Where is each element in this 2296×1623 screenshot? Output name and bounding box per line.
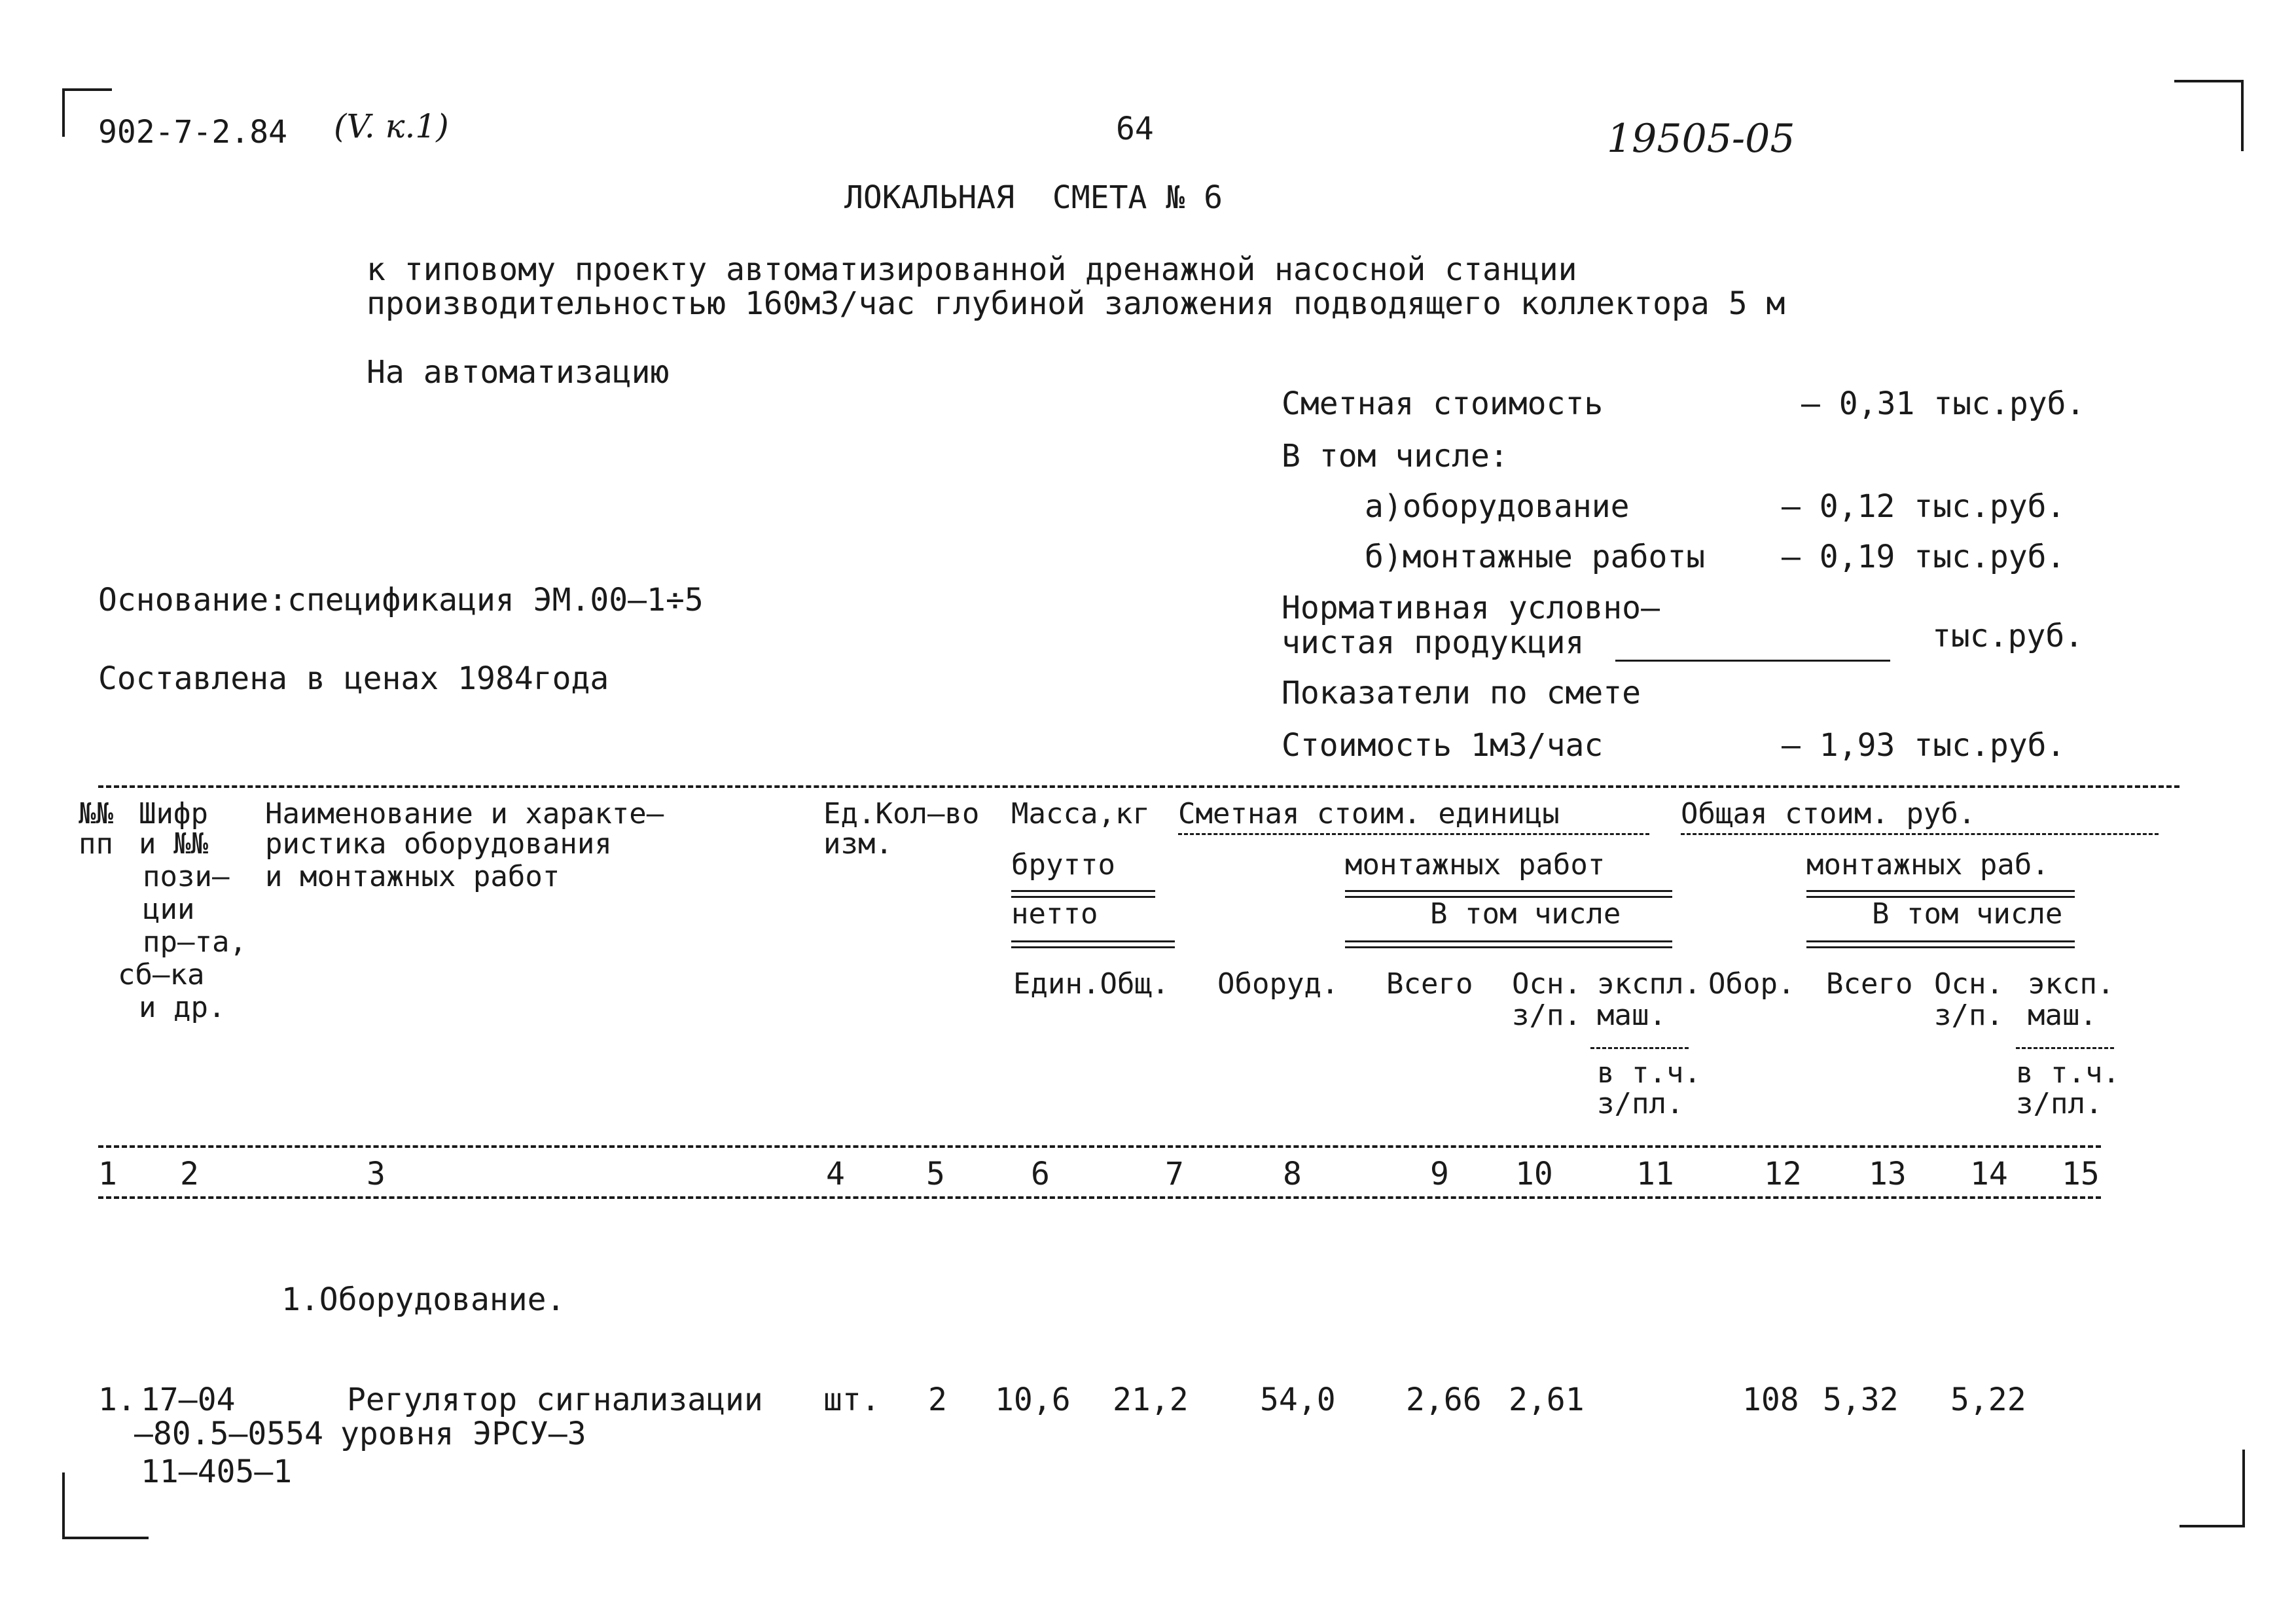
column-number: 9 [1430, 1156, 1449, 1192]
header-including: В том числе [1430, 897, 1621, 931]
volume-note: (V. к.1) [334, 107, 449, 145]
document-title: ЛОКАЛЬНАЯ СМЕТА № 6 [844, 179, 1223, 216]
column-number: 7 [1165, 1156, 1184, 1192]
header-total-cost: Общая стоим. руб. [1681, 797, 1976, 830]
row-unit: шт. [823, 1382, 880, 1418]
subtitle-line-1: к типовому проекту автоматизированной дренажной насосной станции [367, 251, 1577, 288]
unit-cost-label: Стоимость 1м3/час [1282, 727, 1604, 764]
header-col-2-line-2: и №№ [139, 827, 208, 861]
column-numbers-rule [98, 1196, 2101, 1199]
header-col-2-line-4: ции [143, 893, 195, 926]
header-estimated-unit-cost: Сметная стоим. единицы [1178, 797, 1560, 830]
row-name-line-1: Регулятор сигнализации [347, 1382, 763, 1418]
normative-value: тыс.руб. [1932, 618, 2084, 654]
column-number: 10 [1515, 1156, 1553, 1192]
column-number: 5 [926, 1156, 945, 1192]
header-main-pay-short-2: з/п. [1934, 999, 2003, 1032]
header-col-2-line-6: сб–ка [118, 958, 205, 991]
header-col-3-line-3: и монтажных работ [265, 860, 560, 893]
header-machine-short-2: маш. [2028, 999, 2097, 1032]
header-incl-wages: в т.ч. [1597, 1056, 1701, 1090]
machine-underline [1590, 1047, 1689, 1049]
row-total-total: 5,32 [1823, 1382, 1899, 1418]
table-top-rule [98, 785, 2179, 788]
column-number: 3 [367, 1156, 386, 1192]
section-title: 1.Оборудование. [281, 1281, 565, 1318]
header-installation-works-short: монтажных раб. [1806, 848, 2049, 882]
estimated-cost-value: – 0,31 тыс.руб. [1801, 385, 2085, 422]
header-total-short: Всего [1826, 967, 1913, 1001]
prices-year-text: Составлена в ценах 1984года [98, 660, 609, 697]
installation-value: – 0,19 тыс.руб. [1782, 539, 2066, 575]
row-main-pay-total: 5,22 [1950, 1382, 2026, 1418]
header-installation-works: монтажных работ [1345, 848, 1605, 882]
row-name-line-2: уровня ЭРСУ–3 [340, 1416, 586, 1452]
header-total: Всего [1386, 967, 1473, 1001]
header-machine-2: маш. [1597, 999, 1666, 1032]
row-total-unit: 2,66 [1406, 1382, 1482, 1418]
header-netto: нетто [1011, 897, 1098, 931]
corner-mark-bottom-right [2179, 1450, 2245, 1527]
header-total-underline [1681, 833, 2159, 835]
column-number: 12 [1764, 1156, 1802, 1192]
column-number: 15 [2062, 1156, 2100, 1192]
netto-underline [1011, 940, 1175, 948]
column-number: 11 [1636, 1156, 1674, 1192]
archive-number: 19505-05 [1607, 116, 1795, 162]
header-incl-wages-short: в т.ч. [2016, 1056, 2120, 1090]
column-number: 6 [1031, 1156, 1050, 1192]
header-col-2-line-7: и др. [139, 991, 226, 1024]
page-number: 64 [1116, 111, 1154, 147]
indicators-label: Показатели по смете [1282, 675, 1641, 711]
corner-mark-bottom-left [62, 1472, 149, 1539]
header-col-2-line-5: пр–та, [143, 925, 247, 959]
header-bottom-rule [98, 1145, 2101, 1148]
header-main-pay-short: Осн. [1934, 967, 2003, 1001]
row-number: 1. [98, 1382, 136, 1418]
header-main-pay: Осн. [1512, 967, 1581, 1001]
including-label: В том числе: [1282, 438, 1509, 474]
header-mass: Масса,кг [1011, 797, 1150, 830]
column-number: 13 [1869, 1156, 1907, 1192]
machine-short-underline [2016, 1047, 2114, 1049]
document-code: 902-7-2.84 [98, 114, 287, 151]
equipment-label: а)оборудование [1365, 488, 1630, 525]
column-number: 2 [180, 1156, 199, 1192]
header-estimated-underline [1178, 833, 1649, 835]
row-code-line-3: 11–405–1 [141, 1454, 293, 1490]
column-number: 14 [1970, 1156, 2008, 1192]
corner-mark-top-right [2174, 80, 2244, 151]
row-code-line-1: 17–04 [141, 1382, 236, 1418]
purpose-text: На автоматизацию [367, 354, 670, 391]
row-mass-total: 21,2 [1113, 1382, 1189, 1418]
column-number: 4 [826, 1156, 845, 1192]
header-equipment-short: Обор. [1708, 967, 1795, 1001]
row-quantity: 2 [928, 1382, 947, 1418]
header-col-4-line-2: изм. [823, 827, 893, 861]
header-col-3-line-2: ристика оборудования [265, 827, 612, 861]
installation-label: б)монтажные работы [1365, 539, 1706, 575]
row-code-line-2: –80.5–0554 [134, 1416, 323, 1452]
header-col-4-line-1: Ед.Кол–во [823, 797, 980, 830]
header-col-3-line-1: Наименование и характе– [265, 797, 664, 830]
header-incl-wages-2: з/пл. [1597, 1087, 1684, 1120]
header-col-2-line-3: пози– [143, 860, 230, 893]
header-equipment: Оборуд. [1217, 967, 1339, 1001]
header-incl-wages-short-2: з/пл. [2016, 1087, 2103, 1120]
unit-cost-value: – 1,93 тыс.руб. [1782, 727, 2066, 764]
header-machine-short: эксп. [2028, 967, 2115, 1001]
equipment-value: – 0,12 тыс.руб. [1782, 488, 2066, 525]
normative-blank-line [1615, 660, 1890, 662]
row-equipment-unit: 54,0 [1260, 1382, 1336, 1418]
column-number: 1 [98, 1156, 117, 1192]
estimated-cost-label: Сметная стоимость [1282, 385, 1604, 422]
normative-label-2: чистая продукция [1282, 624, 1585, 661]
header-row-units: Един.Общ. [1013, 967, 1170, 1001]
row-main-pay-unit: 2,61 [1509, 1382, 1585, 1418]
row-equipment-total: 108 [1742, 1382, 1799, 1418]
header-brutto: брутто [1011, 848, 1115, 882]
header-main-pay-2: з/п. [1512, 999, 1581, 1032]
header-including-short: В том числе [1872, 897, 2063, 931]
row-mass-unit: 10,6 [995, 1382, 1071, 1418]
including-underline [1345, 940, 1672, 948]
column-number: 8 [1283, 1156, 1302, 1192]
header-machine: экспл. [1597, 967, 1701, 1001]
normative-label-1: Нормативная условно– [1282, 590, 1660, 626]
subtitle-line-2: производительностью 160м3/час глубиной заложения подводящего коллектора 5 м [367, 285, 1785, 322]
including-short-underline [1806, 940, 2075, 948]
header-col-2-line-1: Шифр [139, 797, 208, 830]
basis-text: Основание:спецификация ЭМ.00–1÷5 [98, 582, 704, 618]
header-col-1-line-2: пп [79, 827, 113, 861]
header-col-1-line-1: №№ [79, 797, 113, 830]
